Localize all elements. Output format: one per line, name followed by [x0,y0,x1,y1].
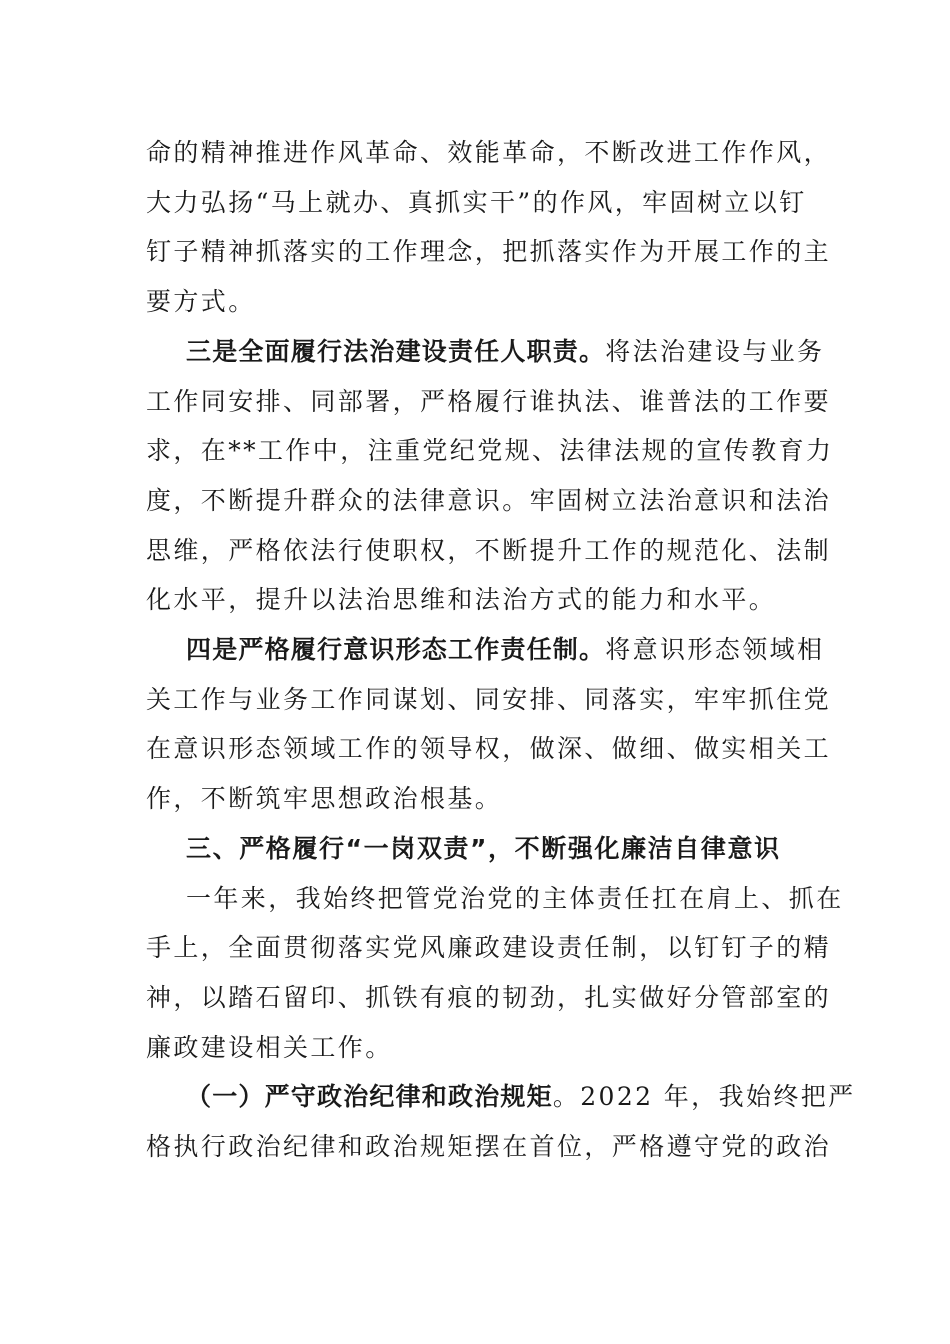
text-line: 化水平，提升以法治思维和法治方式的能力和水平。 [146,585,777,615]
section-heading [146,824,806,874]
text-line: 思维，严格依法行使职权，不断提升工作的规范化、法制 [146,535,832,565]
text-line: 要方式。 [146,287,256,317]
paragraph-party-building [146,874,844,1073]
text-line [146,625,825,675]
section-heading-text: 三、严格履行“一岗双责”，不断强化廉洁自律意识 [186,833,781,863]
paragraph-work-style [146,128,832,327]
text-line [146,327,825,377]
text-line: 命的精神推进作风革命、效能革命，不断改进工作作风， [146,138,832,167]
text-line: 在意识形态领域工作的领导权，做深、做细、做实相关工 [146,734,832,764]
text-line: 大力弘扬“马上就办、真抓实干”的作风，牢固树立以钉 [146,187,807,217]
text-line: 神，以踏石留印、抓铁有痕的韧劲，扎实做好分管部室的 [146,982,832,1012]
text-line: 度，不断提升群众的法律意识。牢固树立法治意识和法治 [146,485,832,515]
text-line [146,1072,856,1122]
text-line: 廉政建设相关工作。 [146,1032,393,1062]
paragraph-lead-bold: （一）严守政治纪律和政治规矩 [186,1082,553,1112]
text-line: 格执行政治纪律和政治规矩摆在首位，严格遵守党的政治 [146,1132,832,1162]
paragraph-rule-of-law [146,327,834,625]
text-line: 钉子精神抓落实的工作理念，把抓落实作为开展工作的主 [146,237,832,267]
text-span: 将意识形态领域相 [605,635,825,665]
paragraph-ideology [146,625,832,824]
text-span: 将法治建设与业务 [605,336,825,366]
text-line: 工作同安排、同部署，严格履行谁执法、谁普法的工作要 [146,386,832,416]
paragraph-political-discipline [146,1072,856,1171]
text-line: 求，在**工作中，注重党纪党规、法律法规的宣传教育力 [146,436,834,466]
text-line: 关工作与业务工作同谋划、同安排、同落实，牢牢抓住党 [146,684,832,714]
document-body [146,128,856,1172]
text-line: 手上，全面贯彻落实党风廉政建设责任制，以钉钉子的精 [146,933,832,963]
text-line: 一年来，我始终把管党治党的主体责任扛在肩上、抓在 [186,883,844,913]
paragraph-lead-bold: 四是严格履行意识形态工作责任制。 [186,635,606,665]
paragraph-lead-bold: 三是全面履行法治建设责任人职责。 [186,336,606,366]
text-span: 。2022 年，我始终把严 [552,1082,856,1112]
text-line: 作，不断筑牢思想政治根基。 [146,784,503,814]
